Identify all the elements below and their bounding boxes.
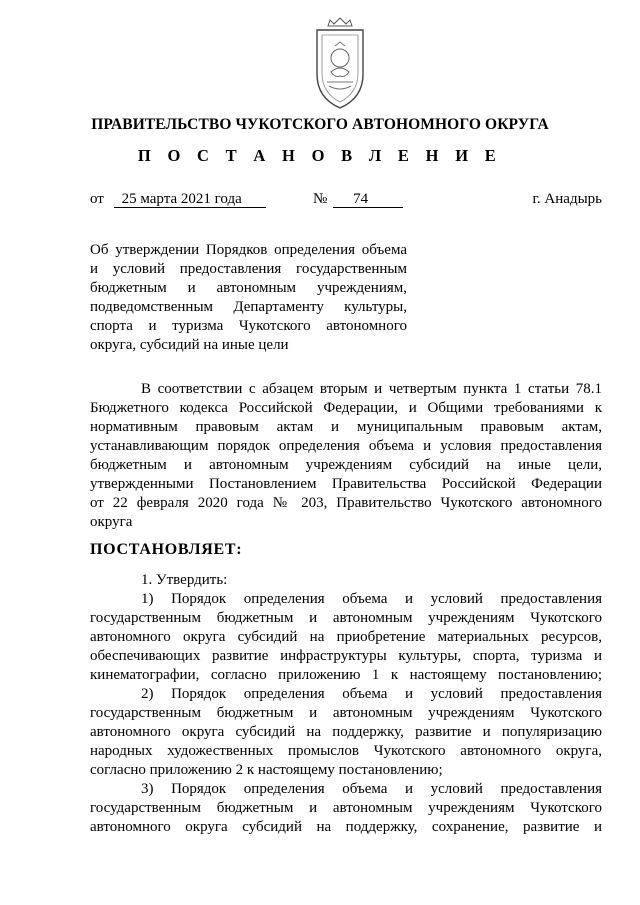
item-line: народных художественных промыслов Чукотского автономного округа, bbox=[90, 743, 602, 759]
coat-of-arms-icon bbox=[305, 16, 375, 112]
government-title: ПРАВИТЕЛЬСТВО ЧУКОТСКОГО АВТОНОМНОГО ОКРУГА bbox=[91, 116, 549, 133]
item-line: автономного округа субсидий на приобретение материальных ресурсов, bbox=[90, 629, 602, 645]
preamble-line: устанавливающим порядок определения объема и условия предоставления bbox=[90, 438, 602, 454]
date-prefix: от bbox=[90, 191, 104, 207]
item-line: государственным бюджетным и автономным учреждениям Чукотского bbox=[90, 800, 602, 816]
preamble-line: от 22 февраля 2020 года № 203, Правительство Чукотского автономного bbox=[90, 495, 602, 511]
preamble-line: бюджетным и автономным учреждениям субсидий на иные цели, bbox=[90, 457, 602, 473]
item-line: 2) Порядок определения объема и условий предоставления bbox=[141, 686, 602, 702]
city: г. Анадырь bbox=[532, 191, 602, 207]
item-line: обеспечивающих развитие инфраструктуры культуры, спорта, туризма и bbox=[90, 648, 602, 664]
item-line: 3) Порядок определения объема и условий предоставления bbox=[141, 781, 602, 797]
date-field: 25 марта 2021 года bbox=[114, 192, 266, 208]
item-line: государственным бюджетным и автономным учреждениям Чукотского bbox=[90, 705, 602, 721]
preamble-line: Бюджетного кодекса Российской Федерации, и Общими требованиями к bbox=[90, 400, 602, 416]
number-field: 74 bbox=[333, 192, 403, 208]
document-type: П О С Т А Н О В Л Е Н И Е bbox=[137, 146, 503, 165]
item-line: автономного округа субсидий на поддержку, сохранение, развитие и bbox=[90, 819, 602, 835]
preamble bbox=[90, 380, 602, 532]
item-line: автономного округа субсидий на поддержку, развитие и популяризацию bbox=[90, 724, 602, 740]
document-subject bbox=[90, 241, 407, 355]
subject-line: Об утверждении Порядков определения объема bbox=[90, 242, 407, 258]
item-line: государственным бюджетным и автономным учреждениям Чукотского bbox=[90, 610, 602, 626]
item-line: согласно приложению 2 к настоящему постановлению; bbox=[90, 762, 443, 778]
number-sign: № bbox=[313, 191, 328, 207]
item-line: 1) Порядок определения объема и условий предоставления bbox=[141, 591, 602, 607]
subject-line: подведомственным Департаменту культуры, bbox=[90, 299, 407, 315]
preamble-line: В соответствии с абзацем вторым и четвертым пункта 1 статьи 78.1 bbox=[141, 381, 602, 397]
subject-line: и условий предоставления государственным bbox=[90, 261, 407, 277]
subject-line: округа, субсидий на иные цели bbox=[90, 337, 289, 353]
decree-word: ПОСТАНОВЛЯЕТ: bbox=[90, 541, 243, 558]
subject-line: бюджетным и автономным учреждениям, bbox=[90, 280, 407, 296]
item-line: кинематографии, согласно приложению 1 к настоящему постановлению; bbox=[90, 667, 602, 683]
subject-line: спорта и туризма Чукотского автономного bbox=[90, 318, 407, 334]
preamble-line: нормативным правовым актам и муниципальным правовым актам, bbox=[90, 419, 602, 435]
decree-items bbox=[90, 571, 602, 837]
preamble-line: утвержденными Постановлением Правительства Российской Федерации bbox=[90, 476, 602, 492]
item-line: 1. Утвердить: bbox=[141, 572, 228, 588]
preamble-line: округа bbox=[90, 514, 133, 530]
